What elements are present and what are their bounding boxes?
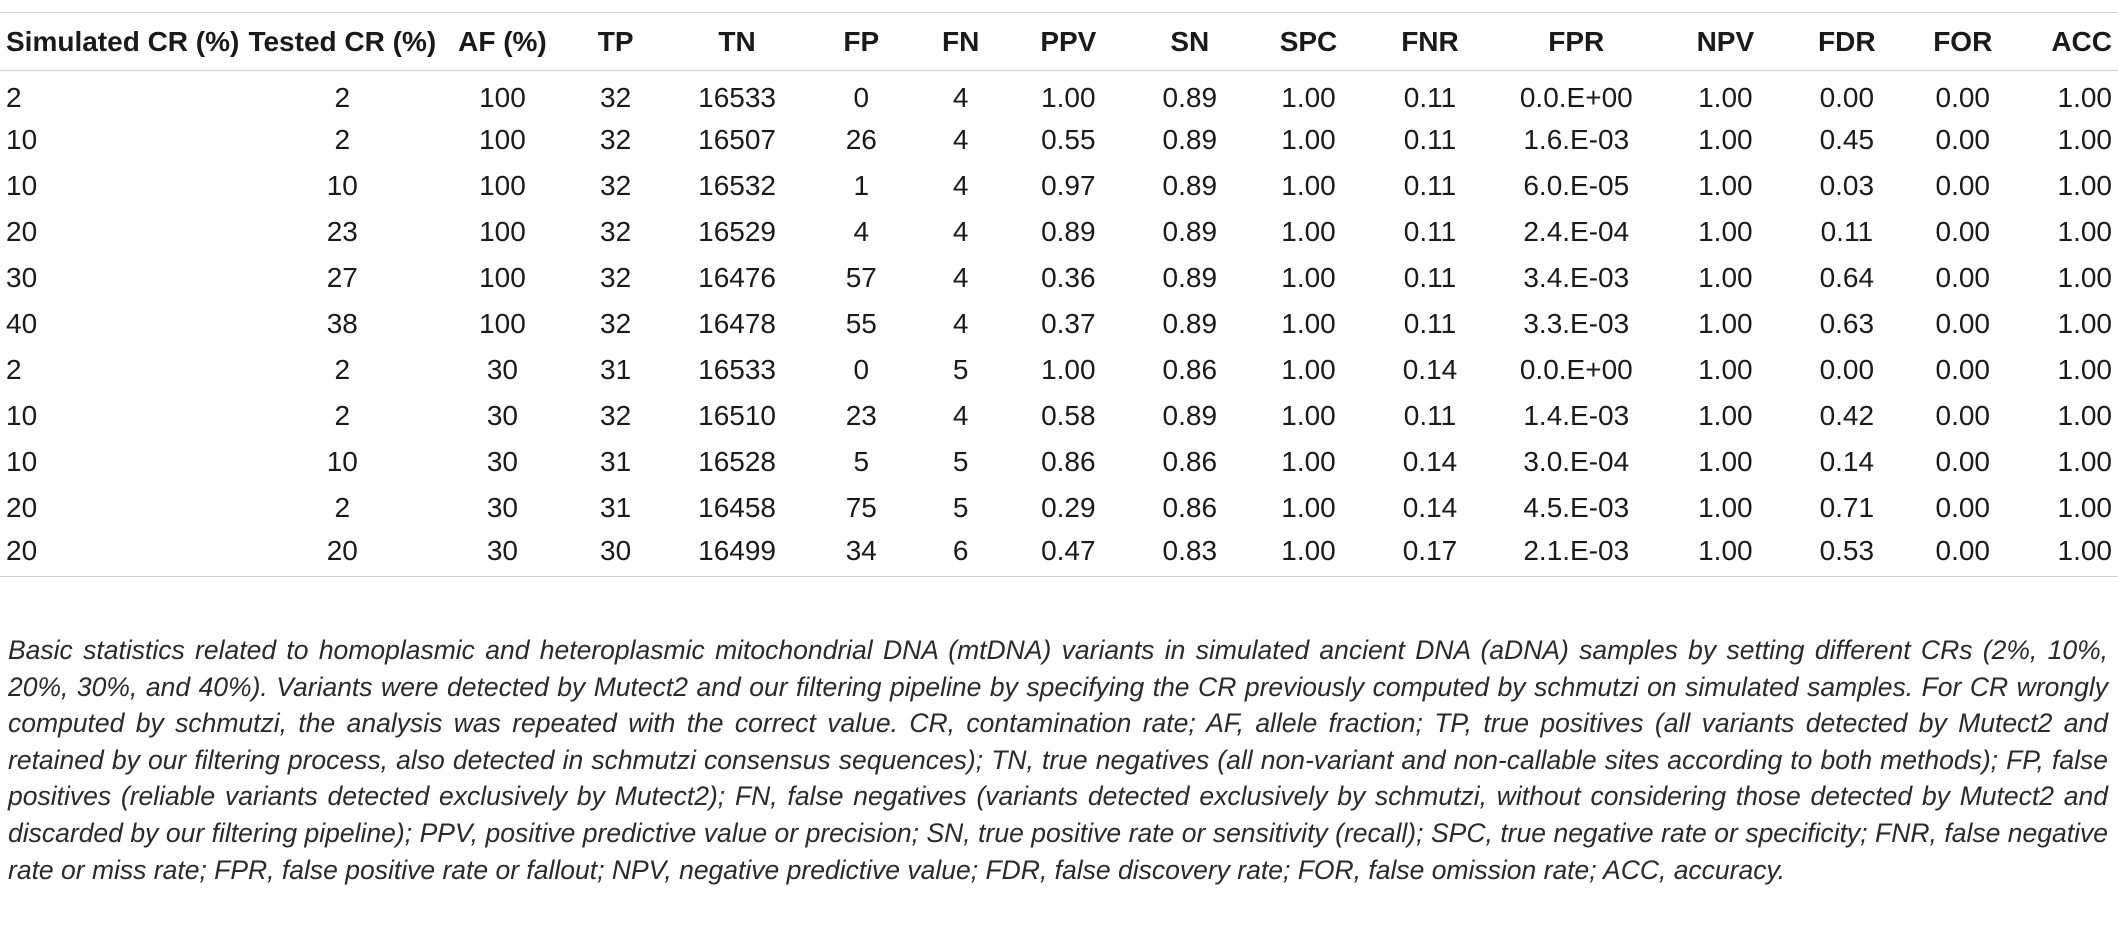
table-row xyxy=(0,531,2118,577)
table-cell: 0.86 xyxy=(1162,491,1218,523)
table-cell: 0.86 xyxy=(1162,445,1218,477)
table-cell: 0 xyxy=(853,81,870,113)
table-cell: 3.0.E-04 xyxy=(1523,445,1630,477)
column-header: AF (%) xyxy=(442,13,563,71)
table-cell: 5 xyxy=(952,445,969,477)
table-cell: 0.14 xyxy=(1402,445,1458,477)
table-cell: 0.63 xyxy=(1819,307,1875,339)
table-cell: 0.83 xyxy=(1132,531,1248,577)
table-cell: 1.00 xyxy=(1281,353,1336,385)
table-cell: 1.00 xyxy=(1281,307,1336,339)
table-cell: 30 xyxy=(563,531,668,577)
table-cell: 100 xyxy=(479,261,526,293)
table-cell: 0.00 xyxy=(1935,491,1990,523)
table-cell: 32 xyxy=(600,169,632,201)
table-cell: 4 xyxy=(952,399,969,431)
table-cell: 0.00 xyxy=(1935,215,1990,247)
table-cell: 6.0.E-05 xyxy=(1523,169,1630,201)
table-cell: 2 xyxy=(334,399,351,431)
column-header: TN xyxy=(668,13,806,71)
table-cell: 16507 xyxy=(698,123,777,155)
table-cell: 38 xyxy=(326,307,358,339)
table-row xyxy=(0,393,2118,439)
table-cell: 34 xyxy=(806,531,916,577)
table-row xyxy=(0,485,2118,531)
column-header: PPV xyxy=(1005,13,1132,71)
table-cell: 100 xyxy=(479,215,526,247)
table-cell: 1.00 xyxy=(1698,307,1753,339)
table-cell: 0.55 xyxy=(1041,123,1096,155)
table-cell: 16532 xyxy=(698,169,777,201)
table-cell: 4.5.E-03 xyxy=(1523,491,1630,523)
table-cell: 32 xyxy=(600,123,632,155)
table-cell: 2.1.E-03 xyxy=(1491,531,1662,577)
table-cell: 4 xyxy=(853,215,870,247)
table-cell: 16533 xyxy=(698,353,777,385)
column-header: FN xyxy=(917,13,1005,71)
table-cell: 0.45 xyxy=(1819,123,1875,155)
table-cell: 0.89 xyxy=(1162,81,1218,113)
table-cell: 26 xyxy=(845,123,877,155)
table-cell: 1.6.E-03 xyxy=(1523,123,1630,155)
table-cell: 2 xyxy=(334,353,351,385)
table-cell: 1.00 xyxy=(2021,531,2118,577)
table-cell: 1.00 xyxy=(1698,491,1753,523)
table-cell: 0.00 xyxy=(1935,81,1990,113)
table-cell: 0.71 xyxy=(1819,491,1875,523)
table-cell: 5 xyxy=(853,445,870,477)
table-cell: 20 xyxy=(6,491,38,523)
table-cell: 1.00 xyxy=(2057,399,2112,431)
table-cell: 1.00 xyxy=(1698,261,1753,293)
table-cell: 16510 xyxy=(698,399,777,431)
column-header: Simulated CR (%) xyxy=(0,13,243,71)
table-cell: 1.00 xyxy=(2057,169,2112,201)
table-cell: 0.0.E+00 xyxy=(1519,353,1633,385)
table-cell: 1.00 xyxy=(2057,353,2112,385)
table-row xyxy=(0,301,2118,347)
table-cell: 32 xyxy=(600,307,632,339)
column-header: FPR xyxy=(1491,13,1662,71)
table-cell: 1.00 xyxy=(2057,491,2112,523)
table-cell: 0.89 xyxy=(1162,399,1218,431)
table-cell: 31 xyxy=(600,353,632,385)
table-cell: 0.11 xyxy=(1403,261,1457,293)
table-cell: 6 xyxy=(917,531,1005,577)
table-cell: 4 xyxy=(952,261,969,293)
table-cell: 4 xyxy=(952,215,969,247)
table-cell: 0.11 xyxy=(1403,215,1457,247)
table-cell: 32 xyxy=(600,261,632,293)
table-cell: 55 xyxy=(845,307,877,339)
table-cell: 16529 xyxy=(698,215,777,247)
table-cell: 1.00 xyxy=(1041,81,1096,113)
table-cell: 0.11 xyxy=(1403,81,1457,113)
table-cell: 4 xyxy=(952,169,969,201)
table-cell: 1.00 xyxy=(1281,399,1336,431)
table-cell: 0.00 xyxy=(1819,81,1875,113)
table-cell: 1.00 xyxy=(1698,399,1753,431)
table-cell: 0.89 xyxy=(1162,307,1218,339)
table-cell: 1.00 xyxy=(1698,81,1753,113)
table-cell: 0.14 xyxy=(1402,491,1458,523)
column-header: FOR xyxy=(1905,13,2021,71)
table-cell: 20 xyxy=(0,531,243,577)
table-row xyxy=(0,255,2118,301)
table-cell: 2 xyxy=(334,123,351,155)
table-cell: 1.00 xyxy=(1698,215,1753,247)
table-cell: 0.00 xyxy=(1935,307,1990,339)
table-cell: 31 xyxy=(600,445,632,477)
table-cell: 2 xyxy=(6,353,22,385)
table-cell: 16499 xyxy=(668,531,806,577)
table-cell: 0.11 xyxy=(1820,215,1874,247)
table-cell: 1.00 xyxy=(1281,81,1336,113)
table-cell: 57 xyxy=(845,261,877,293)
table-cell: 1.00 xyxy=(1698,169,1753,201)
table-row xyxy=(0,209,2118,255)
table-cell: 100 xyxy=(479,169,526,201)
table-cell: 100 xyxy=(479,123,526,155)
column-header: ACC xyxy=(2021,13,2118,71)
table-cell: 0.03 xyxy=(1819,169,1875,201)
table-cell: 0.58 xyxy=(1041,399,1096,431)
table-cell: 0.86 xyxy=(1041,445,1096,477)
table-cell: 32 xyxy=(600,215,632,247)
column-header: FP xyxy=(806,13,916,71)
table-cell: 10 xyxy=(326,445,358,477)
table-cell: 0.14 xyxy=(1402,353,1458,385)
table-cell: 1.00 xyxy=(1248,531,1369,577)
column-header: Tested CR (%) xyxy=(243,13,442,71)
table-cell: 0.00 xyxy=(1935,123,1990,155)
table-cell: 30 xyxy=(486,399,519,431)
table-cell: 0.00 xyxy=(1935,261,1990,293)
table-cell: 30 xyxy=(486,491,519,523)
table-cell: 3.3.E-03 xyxy=(1523,307,1630,339)
table-cell: 1.00 xyxy=(1662,531,1789,577)
table-cell: 10 xyxy=(6,123,38,155)
table-cell: 0.42 xyxy=(1819,399,1875,431)
column-header: NPV xyxy=(1662,13,1789,71)
table-cell: 16478 xyxy=(698,307,777,339)
table-cell: 0.53 xyxy=(1789,531,1905,577)
column-header: TP xyxy=(563,13,668,71)
table-cell: 16533 xyxy=(698,81,777,113)
table-cell: 4 xyxy=(952,123,969,155)
table-cell: 0.00 xyxy=(1935,399,1990,431)
table-cell: 0.00 xyxy=(1905,531,2021,577)
table-cell: 16476 xyxy=(698,261,777,293)
table-row xyxy=(0,117,2118,163)
table-cell: 1.00 xyxy=(2057,307,2112,339)
table-cell: 1.00 xyxy=(1281,261,1336,293)
table-row xyxy=(0,347,2118,393)
table-cell: 2.4.E-04 xyxy=(1523,215,1630,247)
table-cell: 1.00 xyxy=(2057,261,2112,293)
table-cell: 0.14 xyxy=(1819,445,1875,477)
table-cell: 0.00 xyxy=(1819,353,1875,385)
table-cell: 100 xyxy=(479,81,526,113)
table-cell: 1.00 xyxy=(1281,491,1336,523)
column-header: SPC xyxy=(1248,13,1369,71)
table-cell: 5 xyxy=(952,491,969,523)
table-cell: 10 xyxy=(326,169,358,201)
table-cell: 1.00 xyxy=(1041,353,1096,385)
table-header xyxy=(0,13,2118,71)
statistics-table xyxy=(0,12,2118,577)
table-cell: 0.64 xyxy=(1819,261,1875,293)
table-cell: 0.89 xyxy=(1041,215,1096,247)
column-header: SN xyxy=(1132,13,1248,71)
table-cell: 0.37 xyxy=(1041,307,1096,339)
table-cell: 3.4.E-03 xyxy=(1523,261,1630,293)
table-cell: 30 xyxy=(442,531,563,577)
table-cell: 1.4.E-03 xyxy=(1523,399,1630,431)
table-cell: 30 xyxy=(486,445,519,477)
table-cell: 16458 xyxy=(698,491,777,523)
table-cell: 0.29 xyxy=(1041,491,1096,523)
table-cell: 0.11 xyxy=(1403,307,1457,339)
table-cell: 1.00 xyxy=(2057,215,2112,247)
table-row xyxy=(0,439,2118,485)
table-body xyxy=(0,71,2118,577)
table-cell: 0.97 xyxy=(1041,169,1096,201)
table-cell: 27 xyxy=(326,261,358,293)
table-cell: 2 xyxy=(334,81,351,113)
table-cell: 20 xyxy=(243,531,442,577)
table-caption: Basic statistics related to homoplasmic and heteroplasmic mitochondrial DNA (mtDNA) variants in simulated ancient DNA (aDNA) samples by setting different CRs (2%, 10%, 20%, 30%, and 40%). Variants were detected by Mutect2 and our filtering pipeline by specifying the CR previously computed by schmutzi on simulated samples. For CR wrongly computed by schmutzi, the analysis was repeated with the correct value. CR, contamination rate; AF, allele fraction; TP, true positives (all variants detected by Mutect2 and retained by our filtering process, also detected in schmutzi consensus sequences); TN, true negatives (all non-variant and non-callable sites according to both methods); FP, false positives (reliable variants detected exclusively by Mutect2); FN, false negatives (variants detected exclusively by schmutzi, without considering those detected by Mutect2 and discarded by our filtering pipeline); PPV, positive predictive value or precision; SN, true positive rate or sensitivity (recall); SPC, true negative rate or specificity; FNR, false negative rate or miss rate; FPR, false positive rate or fallout; NPV, negative predictive value; FDR, false discovery rate; FOR, false omission rate; ACC, accuracy. xyxy=(8,635,2108,885)
table-cell: 1.00 xyxy=(1281,445,1336,477)
table-cell: 32 xyxy=(600,399,632,431)
table-cell: 30 xyxy=(486,353,519,385)
table-cell: 0.11 xyxy=(1403,169,1457,201)
table-cell: 0.36 xyxy=(1041,261,1096,293)
table-cell: 0 xyxy=(853,353,870,385)
table-cell: 0.11 xyxy=(1403,123,1457,155)
table-cell: 32 xyxy=(600,81,632,113)
table-cell: 16528 xyxy=(698,445,777,477)
table-cell: 0.89 xyxy=(1162,169,1218,201)
table-cell: 31 xyxy=(600,491,632,523)
table-cell: 23 xyxy=(326,215,358,247)
table-cell: 1.00 xyxy=(2057,81,2112,113)
table-cell: 1 xyxy=(853,169,870,201)
table-cell: 100 xyxy=(479,307,526,339)
table-cell: 0.00 xyxy=(1935,353,1990,385)
table-cell: 0.00 xyxy=(1935,169,1990,201)
table-cell: 5 xyxy=(952,353,969,385)
table-cell: 1.00 xyxy=(1281,123,1336,155)
table-cell: 0.00 xyxy=(1935,445,1990,477)
table-row xyxy=(0,163,2118,209)
table-cell: 2 xyxy=(334,491,351,523)
table-cell: 10 xyxy=(6,399,38,431)
table-cell: 0.47 xyxy=(1005,531,1132,577)
table-cell: 30 xyxy=(6,261,38,293)
column-header: FDR xyxy=(1789,13,1905,71)
table-cell: 0.0.E+00 xyxy=(1519,81,1633,113)
table-cell: 0.89 xyxy=(1162,123,1218,155)
table-cell: 40 xyxy=(6,307,38,339)
table-cell: 1.00 xyxy=(1281,215,1336,247)
table-cell: 2 xyxy=(6,81,22,113)
table-cell: 0.89 xyxy=(1162,261,1218,293)
table-cell: 20 xyxy=(6,215,38,247)
table-cell: 0.86 xyxy=(1162,353,1218,385)
column-header: FNR xyxy=(1369,13,1490,71)
table-row xyxy=(0,71,2118,117)
table-cell: 1.00 xyxy=(1698,123,1753,155)
table-cell: 4 xyxy=(952,81,969,113)
table-cell: 1.00 xyxy=(1698,353,1753,385)
table-cell: 10 xyxy=(6,445,38,477)
table-cell: 4 xyxy=(952,307,969,339)
table-cell: 75 xyxy=(845,491,877,523)
table-cell: 0.89 xyxy=(1162,215,1218,247)
table-cell: 0.11 xyxy=(1403,399,1457,431)
table-cell: 23 xyxy=(845,399,877,431)
table-cell: 0.17 xyxy=(1369,531,1490,577)
header-row xyxy=(0,13,2118,71)
table-cell: 10 xyxy=(6,169,38,201)
table-cell: 1.00 xyxy=(2057,445,2112,477)
table-cell: 1.00 xyxy=(1281,169,1336,201)
table-cell: 1.00 xyxy=(1698,445,1753,477)
table-cell: 1.00 xyxy=(2057,123,2112,155)
